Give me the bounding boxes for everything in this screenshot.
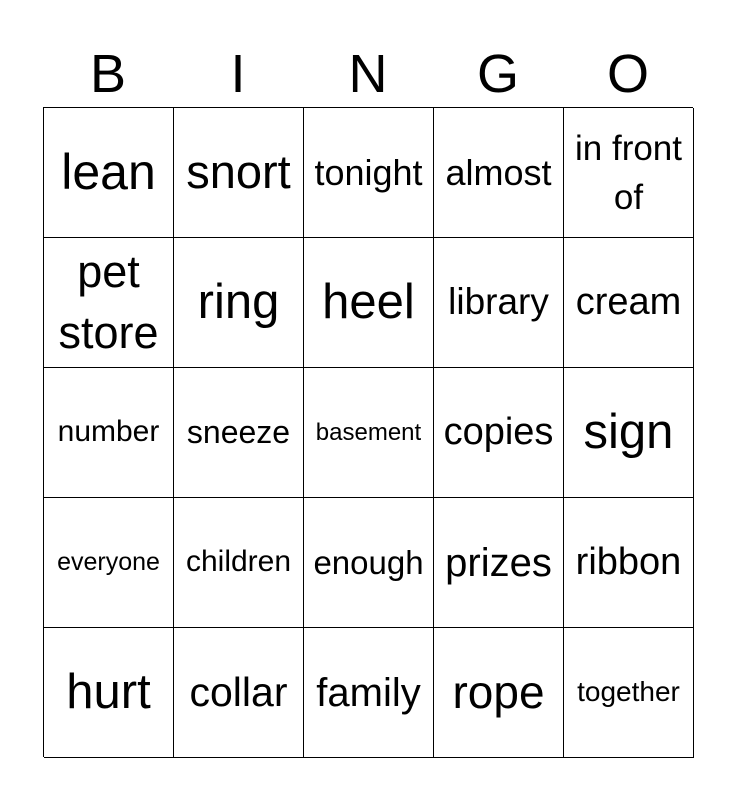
- bingo-cell[interactable]: [44, 108, 174, 238]
- bingo-cell[interactable]: [304, 238, 434, 368]
- bingo-cell[interactable]: [174, 368, 304, 498]
- cell-word: sneeze: [186, 414, 291, 451]
- bingo-header: [43, 40, 693, 108]
- cell-word: library: [448, 281, 549, 323]
- header-letter-b: B: [89, 44, 127, 104]
- bingo-cell[interactable]: [304, 368, 434, 498]
- header-letter-g: G: [476, 44, 519, 104]
- cell-word: ribbon: [575, 540, 682, 583]
- header-letter-n: N: [348, 44, 388, 104]
- cell-word: number: [57, 415, 160, 449]
- cell-word: children: [185, 545, 292, 579]
- cell-word: enough: [313, 543, 424, 581]
- cell-word: rope: [452, 666, 545, 719]
- cell-word: snort: [186, 145, 291, 199]
- bingo-board: [43, 107, 693, 757]
- cell-word: tonight: [314, 151, 423, 193]
- bingo-cell[interactable]: [174, 628, 304, 758]
- bingo-cell[interactable]: [434, 498, 564, 628]
- bingo-cell[interactable]: [564, 498, 694, 628]
- cell-word: family: [316, 670, 421, 715]
- bingo-cell[interactable]: [564, 368, 694, 498]
- header-letter-o: O: [606, 44, 649, 104]
- bingo-cell[interactable]: [434, 368, 564, 498]
- bingo-cell[interactable]: [304, 108, 434, 238]
- bingo-cell[interactable]: [44, 628, 174, 758]
- cell-word: together: [577, 676, 680, 708]
- cell-word: cream: [575, 280, 682, 323]
- cell-word: copies: [443, 410, 554, 453]
- bingo-cell[interactable]: [434, 238, 564, 368]
- cell-word: everyone: [57, 548, 160, 577]
- bingo-cell[interactable]: [174, 238, 304, 368]
- bingo-cell[interactable]: [174, 108, 304, 238]
- cell-word: lean: [61, 143, 156, 200]
- cell-word: collar: [189, 668, 288, 715]
- cell-word: sign: [583, 405, 674, 460]
- cell-word: basement: [315, 418, 422, 446]
- cell-word: almost: [445, 151, 552, 193]
- bingo-cell[interactable]: [564, 628, 694, 758]
- cell-word: in front of: [575, 128, 682, 217]
- header-letter-i: I: [230, 44, 246, 104]
- bingo-cell[interactable]: [44, 368, 174, 498]
- cell-word: pet store: [58, 245, 159, 358]
- bingo-cell[interactable]: [564, 108, 694, 238]
- bingo-cell[interactable]: [174, 498, 304, 628]
- cell-word: ring: [197, 275, 280, 330]
- bingo-cell[interactable]: [304, 498, 434, 628]
- bingo-cell[interactable]: [434, 628, 564, 758]
- cell-word: hurt: [66, 665, 151, 720]
- cell-word: prizes: [445, 540, 552, 585]
- cell-word: heel: [322, 275, 415, 330]
- bingo-cell[interactable]: [304, 628, 434, 758]
- bingo-cell[interactable]: [44, 498, 174, 628]
- bingo-cell[interactable]: [44, 238, 174, 368]
- bingo-cell[interactable]: [564, 238, 694, 368]
- bingo-cell[interactable]: [434, 108, 564, 238]
